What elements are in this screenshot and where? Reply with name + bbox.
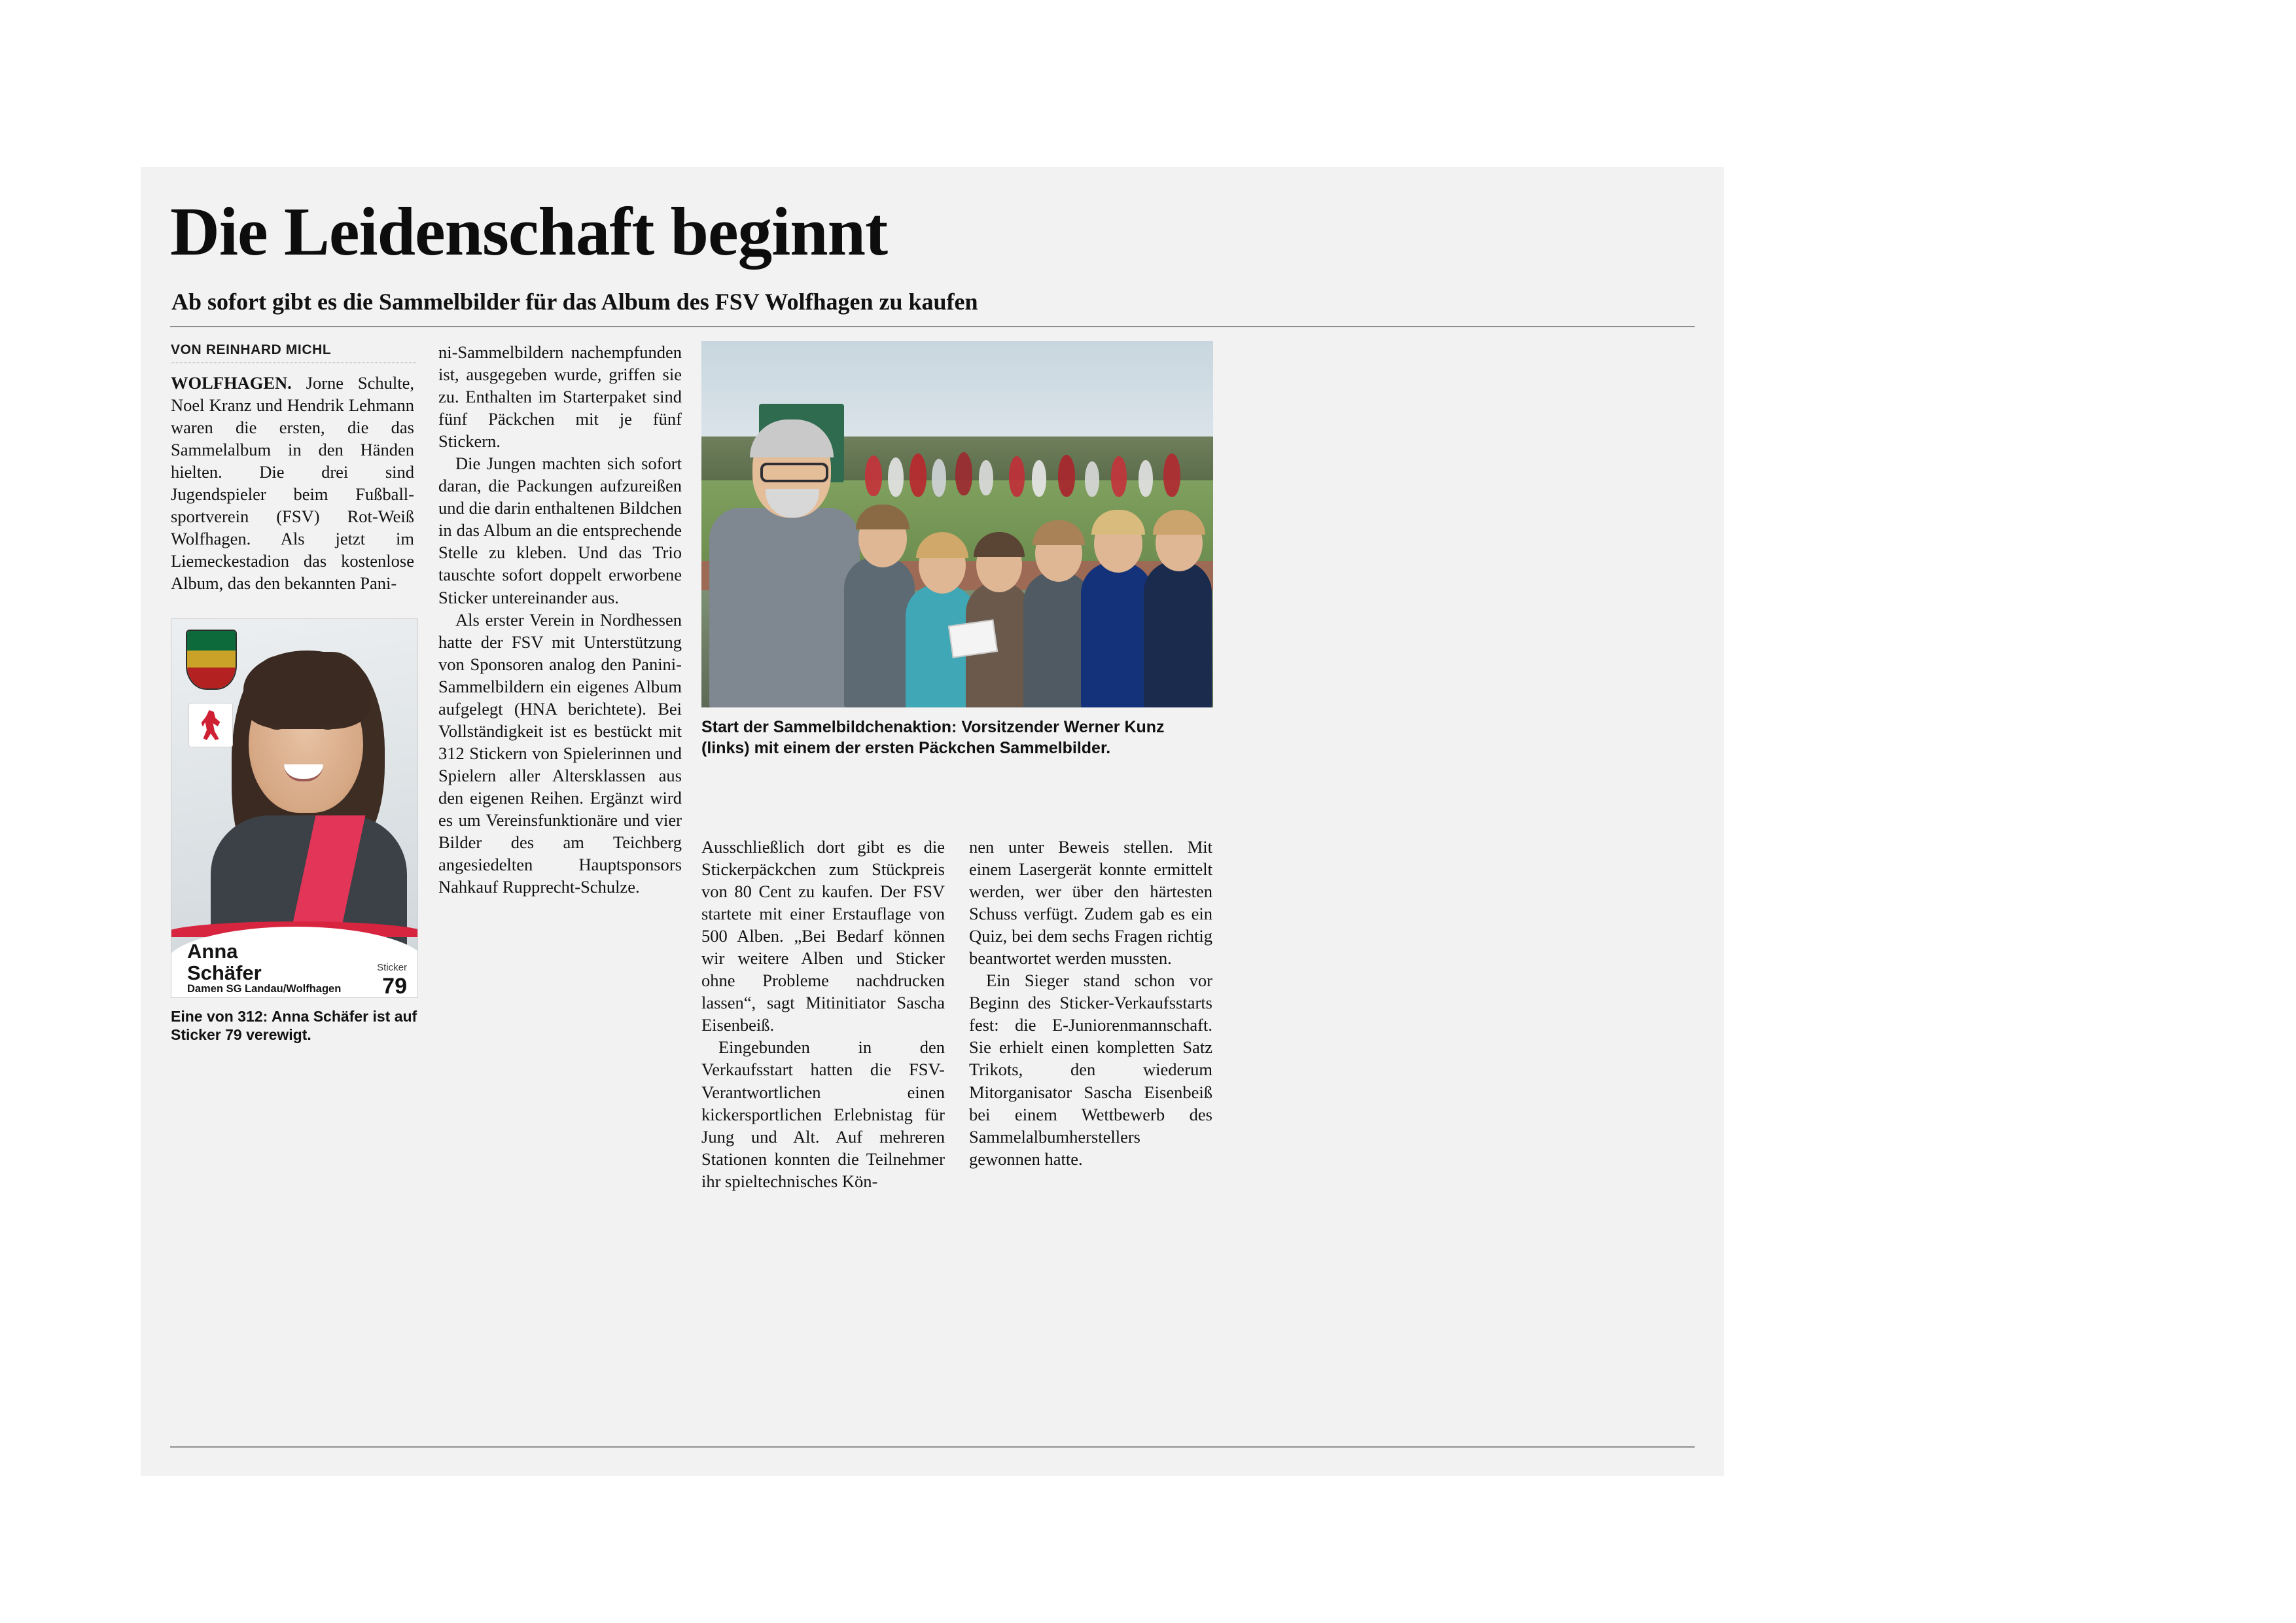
portrait-hair-top [243, 651, 371, 729]
col2-paragraph-2: Die Jungen machten sich sofort daran, die Packungen aufzureißen und die darin enthaltenen Bildchen in das Album an die entsprechende Stelle zu kleben. Und das Trio tauschte sofort doppelt erworbene Sticker untereinander aus. [438, 454, 682, 607]
football-badge-icon [188, 703, 233, 747]
sticker-player-first-name: Anna [187, 940, 238, 963]
photo-crowd-blob [955, 452, 972, 495]
crest-band-gold [187, 651, 236, 668]
main-photo-figure [701, 341, 1213, 793]
photo-crowd-blob [1009, 456, 1025, 497]
portrait-eye-right [321, 724, 335, 730]
body-column-2 [438, 341, 682, 898]
club-crest-icon [186, 630, 237, 690]
sticker-figure [171, 618, 418, 1044]
photo-child [1081, 562, 1153, 707]
sticker-word-label: Sticker [377, 962, 407, 973]
photo-child [1144, 561, 1212, 707]
main-photo [701, 341, 1213, 707]
photo-crowd-blob [1139, 460, 1153, 497]
photo-crowd-blob [910, 454, 927, 497]
horizontal-rule-top [170, 326, 1695, 327]
page-right-margin [1724, 167, 1855, 1476]
col4-paragraph-1: nen unter Beweis stellen. Mit einem Lasergerät konnte ermittelt werden, wer über den härtesten Schuss verfügt. Zudem gab es ein Quiz, bei dem sechs Fragen richtig beantwortet werden mussten. [969, 837, 1212, 969]
col2-paragraph-3: Als erster Verein in Nordhessen hatte der FSV mit Unterstützung von Sponsoren analog den Panini-Sammelbildern ein eigenes Album aufgelegt (HNA berichtete). Bei Vollständigkeit ist es bestückt mit 312 Stickern von Spielerinnen und Spielern aller Altersklassen aus den eigenen Reihen. Ergänzt wird es um Vereinsfunktionäre und vier Bilder des am Teichberg angesiedelten Hauptsponsors Nahkauf Rupprecht-Schulze. [438, 609, 682, 897]
sticker-team-label: Damen SG Landau/Wolfhagen [187, 983, 342, 995]
photo-crowd-blob [979, 460, 993, 495]
photo-child [844, 557, 915, 707]
photo-crowd-blob [1111, 456, 1127, 497]
crest-band-green [187, 631, 236, 651]
subheadline: Ab sofort gibt es die Sammelbilder für das Album des FSV Wolfhagen zu kaufen [171, 289, 978, 315]
col4-paragraph-2: Ein Sieger stand schon vor Beginn des Sticker-Verkaufsstarts fest: die E-Juniorenmannschaft. Sie erhielt einen kompletten Satz Trikots, den wiederum Mitorganisator Sascha Eisenbeiß bei einem Wettbewerb des Sammelalbumherstellers gewonnen hatte. [969, 971, 1212, 1169]
photo-person-adult [709, 508, 860, 707]
col1-paragraph-1: Jorne Schulte, Noel Kranz und Hendrik Lehmann waren die ersten, die das Sammelalbum in den Händen hielten. Die drei sind Jugendspieler beim Fußball-sportverein (FSV) Rot-Weiß Wolfhagen. Als jetzt im Liemeckestadion das kostenlose Album, das den bekannten Pani- [171, 373, 415, 594]
body-column-3 [701, 836, 945, 1192]
photo-crowd-blob [888, 457, 904, 497]
sticker-player-name [187, 941, 351, 984]
byline: VON REINHARD MICHL [171, 342, 332, 357]
photo-sticker-pack [948, 619, 998, 658]
body-column-4 [969, 836, 1212, 1170]
sticker-image [171, 618, 418, 998]
photo-crowd-blob [865, 455, 882, 496]
photo-crowd-blob [1163, 454, 1180, 497]
photo-crowd-blob [932, 459, 946, 497]
col2-paragraph-1: ni-Sammelbildern nachempfunden ist, ausgegeben wurde, griffen sie zu. Enthalten im Starterpaket sind fünf Päckchen mit je fünf Stickern. [438, 342, 682, 452]
sticker-number: 79 [382, 974, 407, 998]
dateline: WOLFHAGEN. [171, 373, 292, 393]
body-column-1 [171, 372, 414, 594]
sticker-caption: Eine von 312: Anna Schäfer ist auf Sticker 79 verewigt. [171, 1008, 417, 1044]
page-title: Die Leidenschaft beginnt [170, 193, 888, 270]
newspaper-page [141, 167, 1724, 1476]
photo-crowd-blob [1085, 461, 1099, 497]
photo-crowd-blob [1058, 455, 1075, 497]
photo-person-adult-glasses [760, 463, 828, 482]
portrait-eye-left [270, 724, 284, 730]
main-photo-caption: Start der Sammelbildchenaktion: Vorsitzender Werner Kunz (links) mit einem der ersten Päckchen Sammelbilder. [701, 718, 1165, 757]
horizontal-rule-bottom [170, 1446, 1695, 1448]
photo-crowd-blob [1032, 460, 1046, 497]
crest-band-red [187, 668, 236, 688]
col3-paragraph-1: Ausschließlich dort gibt es die Stickerpäckchen zum Stückpreis von 80 Cent zu kaufen. Der FSV startete mit einer Erstauflage von 500 Alben. „Bei Bedarf können wir weitere Alben und Sticker ohne Probleme nachdrucken lassen“, sagt Mitinitiator Sascha Eisenbeiß. [701, 837, 945, 1035]
player-silhouette-icon [201, 710, 221, 740]
col3-paragraph-2: Eingebunden in den Verkaufsstart hatten die FSV-Verantwortlichen einen kickersportlichen Erlebnistag für Jung und Alt. Auf mehreren Stationen konnten die Teilnehmer ihr spieltechnisches Kön- [701, 1037, 945, 1191]
sticker-player-last-name: Schäfer [187, 961, 262, 984]
